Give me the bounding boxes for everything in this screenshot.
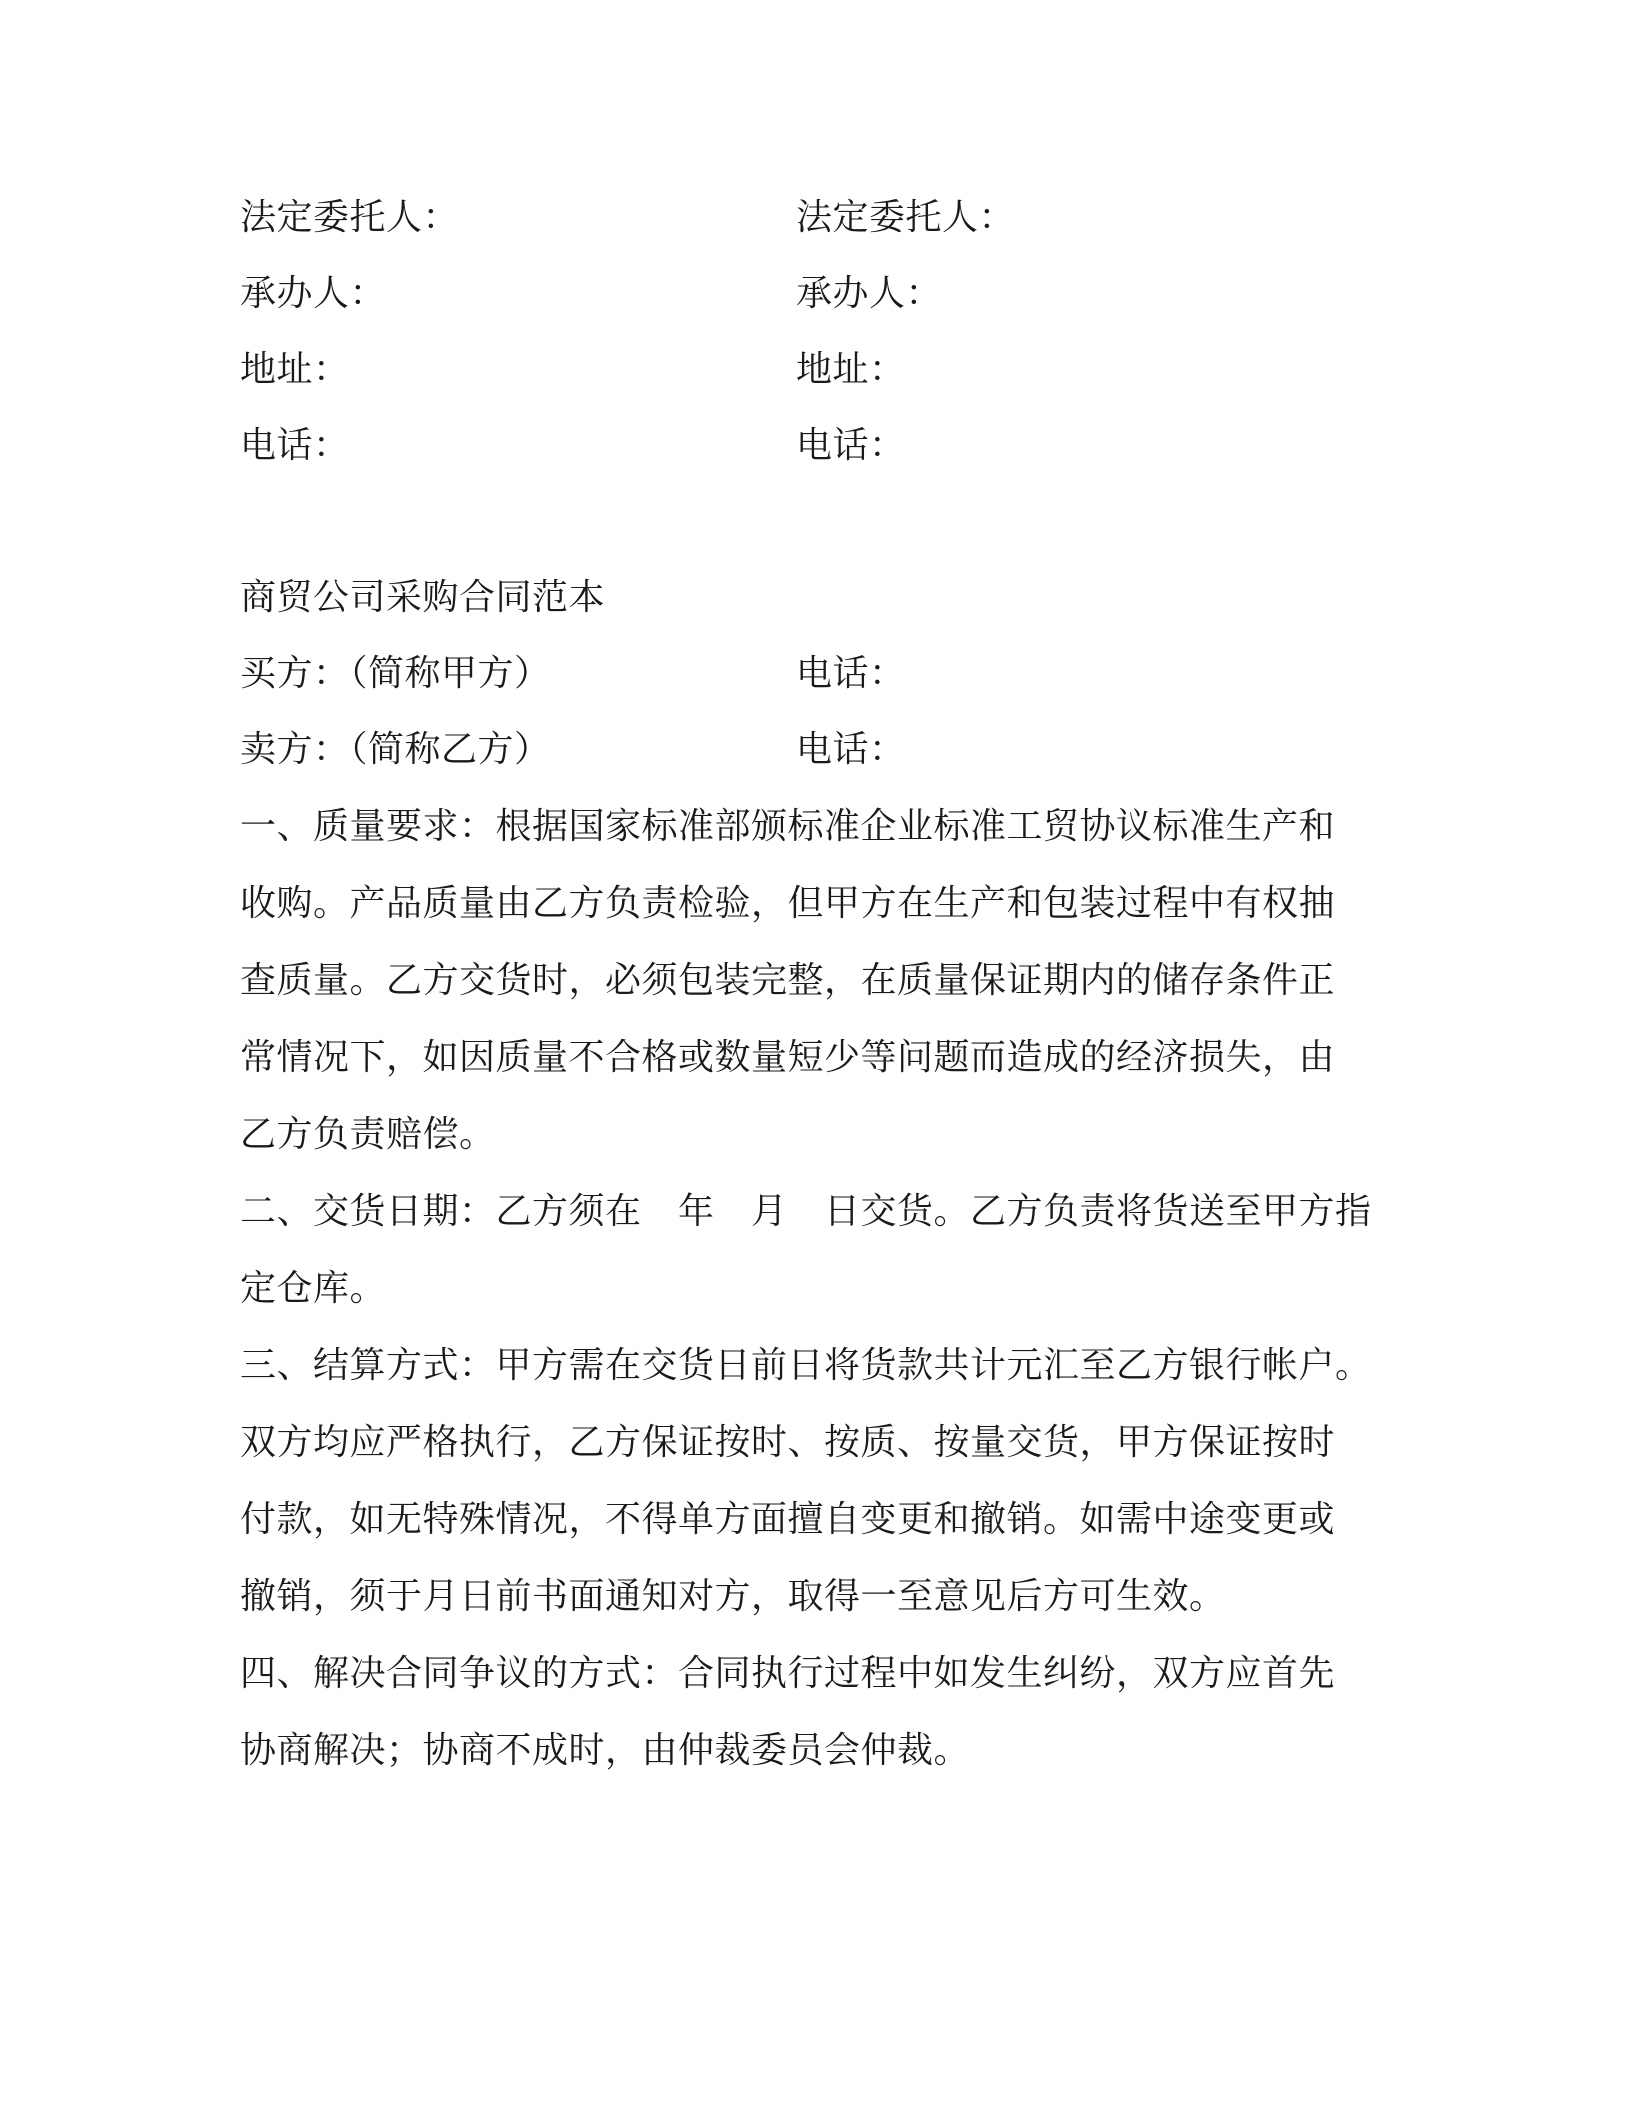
left-phone-label: 电话： [240, 425, 350, 466]
right-agent-label: 法定委托人： [796, 197, 1016, 238]
right-handler-label: 承办人： [796, 273, 943, 314]
left-agent-label: 法定委托人： [240, 197, 460, 238]
right-phone-label: 电话： [796, 425, 906, 466]
clause-line: 三、结算方式：甲方需在交货日前日将货款共计元汇至乙方银行帐户。 [240, 1345, 1372, 1386]
left-handler-label: 承办人： [240, 273, 387, 314]
clause-line: 乙方负责赔偿。 [240, 1114, 496, 1155]
contract-title: 商贸公司采购合同范本 [240, 577, 606, 618]
clause-line: 撤销，须于月日前书面通知对方，取得一至意见后方可生效。 [240, 1576, 1226, 1617]
right-address-label: 地址： [796, 349, 906, 390]
clause-line: 定仓库。 [240, 1268, 387, 1309]
clause-line: 二、交货日期：乙方须在 年 月 日交货。乙方负责将货送至甲方指 [240, 1191, 1372, 1232]
clause-line: 常情况下，如因质量不合格或数量短少等问题而造成的经济损失，由 [240, 1037, 1336, 1078]
left-address-label: 地址： [240, 349, 350, 390]
clause-line: 四、解决合同争议的方式：合同执行过程中如发生纠纷，双方应首先 [240, 1653, 1336, 1694]
seller-phone-label: 电话： [796, 729, 906, 770]
buyer-label: 买方：（简称甲方） [240, 653, 551, 694]
clause-line: 协商解决；协商不成时，由仲裁委员会仲裁。 [240, 1730, 971, 1771]
clause-line: 付款，如无特殊情况，不得单方面擅自变更和撤销。如需中途变更或 [240, 1499, 1336, 1540]
clause-line: 一、质量要求：根据国家标准部颁标准企业标准工贸协议标准生产和 [240, 806, 1336, 847]
clause-line: 收购。产品质量由乙方负责检验，但甲方在生产和包装过程中有权抽 [240, 883, 1336, 924]
buyer-phone-label: 电话： [796, 653, 906, 694]
clause-line: 双方均应严格执行，乙方保证按时、按质、按量交货，甲方保证按时 [240, 1422, 1336, 1463]
clause-line: 查质量。乙方交货时，必须包装完整，在质量保证期内的储存条件正 [240, 960, 1336, 1001]
seller-label: 卖方：（简称乙方） [240, 729, 551, 770]
